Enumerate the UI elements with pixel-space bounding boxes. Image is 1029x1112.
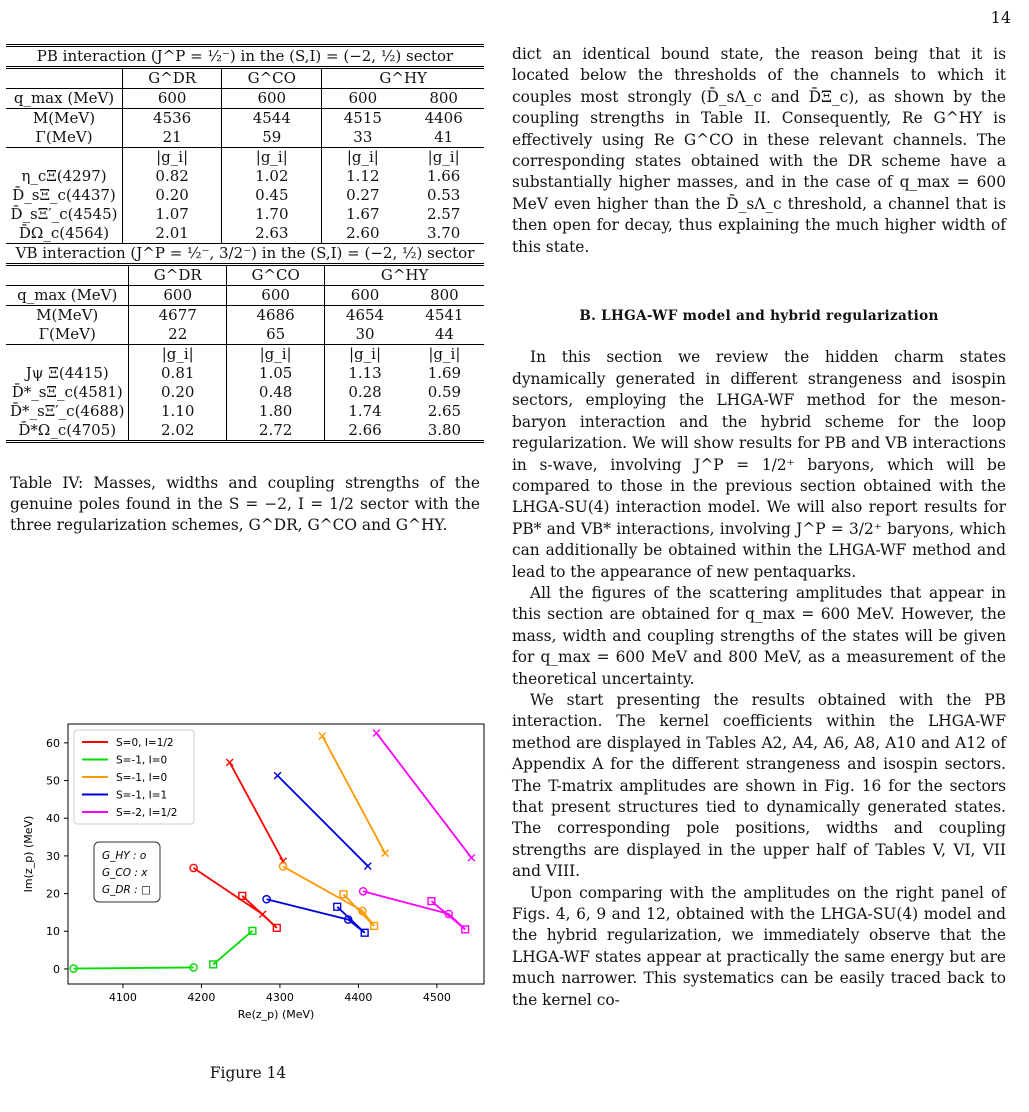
channel-name: η_cΞ(4297) [6, 167, 123, 186]
y-tick-label: 20 [46, 887, 60, 901]
section-heading: B. LHGA-WF model and hybrid regularization [579, 308, 939, 325]
g-label: |g_i| [346, 148, 379, 166]
mass-value: 4515 [343, 109, 382, 127]
channel-name: D̄*_sΞ_c(4581) [6, 383, 129, 402]
mass-label: M(MeV) [6, 306, 129, 326]
coupling-value: 2.01 [123, 224, 222, 243]
width-value: 59 [222, 128, 322, 148]
channel-name: D̄_sΞ′_c(4545) [6, 205, 123, 224]
table-section [6, 44, 484, 536]
blank-cell [6, 345, 129, 365]
x-tick-label: 4300 [265, 991, 294, 1004]
width-value: 30 [355, 325, 375, 343]
header-blank [6, 68, 123, 89]
legend-label: S=0, I=1/2 [116, 737, 174, 749]
pb-table-title: PB interaction (J^P = ½⁻) in the (S,I) = (−2, ½) sector [6, 46, 484, 68]
coupling-value: 1.74 [348, 402, 382, 420]
series-line [322, 736, 385, 853]
mass-label: M(MeV) [6, 109, 123, 129]
figure-caption: Figure 14 [209, 1064, 287, 1082]
co-marker [382, 850, 389, 857]
y-tick-label: 40 [46, 812, 60, 826]
blank-cell [6, 148, 123, 168]
mass-value: 4677 [129, 306, 227, 326]
coupling-value: 2.57 [426, 205, 461, 223]
coupling-value: 2.65 [427, 402, 462, 420]
vb-table [6, 243, 484, 443]
legend-label: S=-1, I=0 [116, 772, 168, 784]
qmax-value: 600 [129, 286, 227, 306]
mass-value: 4654 [345, 306, 385, 324]
x-tick-label: 4500 [422, 991, 451, 1004]
qmax-value: 600 [348, 89, 378, 107]
width-value: 21 [123, 128, 222, 148]
figure-14 [6, 716, 490, 1082]
y-tick-label: 50 [46, 774, 60, 788]
qmax-value: 600 [350, 286, 380, 304]
qmax-value: 800 [429, 89, 458, 107]
coupling-value: 1.69 [427, 364, 462, 382]
pole-chart [6, 716, 490, 1026]
mass-value: 4541 [425, 306, 464, 324]
header-ghy: G^HY [379, 69, 427, 87]
series-line [278, 776, 368, 866]
co-marker [468, 854, 475, 861]
coupling-value: 1.80 [226, 402, 324, 421]
coupling-value: 3.70 [426, 224, 461, 242]
co-marker [259, 911, 266, 918]
channel-name: D̄Ω_c(4564) [6, 224, 123, 243]
header-blank [6, 265, 129, 286]
qmax-label: q_max (MeV) [6, 286, 129, 306]
header-gdr: G^DR [123, 68, 222, 89]
coupling-value: 1.67 [346, 205, 380, 223]
pb-table [6, 44, 484, 243]
page-number: 14 [990, 8, 1011, 27]
qmax-value: 600 [123, 89, 222, 109]
channel-name: D̄*_sΞ′_c(4688) [6, 402, 129, 421]
hy-marker [190, 864, 197, 871]
coupling-value: 0.82 [123, 167, 222, 186]
width-value: 22 [129, 325, 227, 345]
series-line [194, 868, 277, 928]
co-marker [274, 772, 281, 779]
co-marker [364, 863, 371, 870]
header-gco: G^CO [222, 68, 322, 89]
g-label: |g_i| [129, 345, 227, 365]
mass-value: 4406 [424, 109, 463, 127]
coupling-value: 1.66 [426, 167, 461, 185]
coupling-value: 0.59 [427, 383, 462, 401]
legend-label: S=-1, I=0 [116, 754, 168, 767]
width-value: 65 [226, 325, 324, 345]
paragraph: In this section we review the hidden charm states dynamically generated in different strangeness and isospin sectors, employing the LHGA-WF method for the meson-baryon interaction and the hybrid scheme for the loop regularization. We will show results for PB and VB interactions in s-wave, involving J^P = 1/2⁺ baryons, which will be compared to those in the previous section obtained with the LHGA-SU(4) interaction model. We will also report results for PB* and VB* interactions, involving J^P = 3/2⁺ baryons, which can additionally be obtained within the LHGA-WF method and lead to the appearance of new pentaquarks. [512, 348, 1006, 581]
y-tick-label: 0 [53, 962, 60, 976]
series-line [431, 901, 465, 929]
coupling-value: 1.02 [222, 167, 322, 186]
mass-value: 4536 [123, 109, 222, 129]
qmax-label: q_max (MeV) [6, 89, 123, 109]
y-tick-label: 30 [46, 849, 60, 863]
x-tick-label: 4200 [187, 991, 216, 1004]
coupling-value: 0.81 [129, 364, 227, 383]
series-line [376, 733, 471, 858]
channel-name: Jψ Ξ(4415) [6, 364, 129, 383]
g-label: |g_i| [123, 148, 222, 168]
width-value: 44 [434, 325, 454, 343]
paragraph: All the figures of the scattering amplitudes that appear in this section are obtained for q_max = 600 MeV. However, the mass, width and coupling strengths of the states will be given for q_max = 600 MeV and 800 MeV, as a measurement of the theoretical uncertainty. [512, 583, 1006, 688]
g-label: |g_i| [428, 345, 461, 363]
channel-name: D̄*Ω_c(4705) [6, 421, 129, 442]
mass-value: 4686 [226, 306, 324, 326]
coupling-value: 0.27 [346, 186, 380, 204]
y-tick-label: 10 [46, 925, 60, 939]
channel-name: D̄_sΞ_c(4437) [6, 186, 123, 205]
legend-label: S=-2, I=1/2 [116, 807, 178, 819]
g-label: |g_i| [226, 345, 324, 365]
series-line [73, 967, 193, 968]
coupling-value: 1.12 [346, 167, 380, 185]
coupling-value: 0.45 [222, 186, 322, 205]
header-gdr: G^DR [129, 265, 227, 286]
coupling-value: 0.48 [226, 383, 324, 402]
y-tick-label: 60 [46, 736, 60, 750]
coupling-value: 0.53 [426, 186, 461, 204]
paragraph: Upon comparing with the amplitudes on the right panel of Figs. 4, 6, 9 and 12, obtained with the LHGA-SU(4) model and the hybrid regularization, we immediately observe that the LHGA-WF states appear at practically the same energy but are much narrower. This systematics can be easily traced back to the kernel co- [512, 883, 1006, 1009]
qmax-value: 600 [226, 286, 324, 306]
coupling-value: 0.20 [123, 186, 222, 205]
width-value: 41 [434, 128, 454, 146]
g-label: |g_i| [222, 148, 322, 168]
co-marker [373, 730, 380, 737]
g-label: |g_i| [427, 148, 460, 166]
width-label: Γ(MeV) [6, 128, 123, 148]
y-axis-label: Im(z_p) (MeV) [22, 815, 35, 893]
co-marker [226, 759, 233, 766]
coupling-value: 1.13 [348, 364, 382, 382]
coupling-value: 2.63 [222, 224, 322, 243]
header-ghy: G^HY [380, 266, 429, 284]
co-marker [319, 733, 326, 740]
coupling-value: 1.05 [226, 364, 324, 383]
mass-value: 4544 [222, 109, 322, 129]
coupling-value: 2.72 [226, 421, 324, 442]
series-line [283, 866, 374, 926]
coupling-value: 1.70 [222, 205, 322, 224]
width-value: 33 [353, 128, 373, 146]
g-label: |g_i| [349, 345, 382, 363]
vb-table-title: VB interaction (J^P = ½⁻, 3/2⁻) in the (S,I) = (−2, ½) sector [6, 244, 484, 265]
marker-legend-label: G_HY : o [102, 850, 147, 862]
paragraph: We start presenting the results obtained with the PB interaction. The kernel coefficients within the LHGA-WF method are displayed in Tables A2, A4, A6, A8, A10 and A12 of Appendix A for the different strangeness and isospin sectors. The T-matrix amplitudes are shown in Fig. 16 for the sectors that present structures tied to dynamically generated states. The corresponding pole positions, widths and coupling strengths are displayed in the upper half of Tables V, VI, VII and VIII. [512, 690, 1006, 881]
coupling-value: 3.80 [427, 421, 462, 439]
coupling-value: 2.02 [129, 421, 227, 442]
x-tick-label: 4400 [344, 991, 373, 1004]
coupling-value: 2.60 [346, 224, 380, 242]
marker-legend-label: G_CO : x [102, 867, 148, 879]
header-gco: G^CO [226, 265, 324, 286]
table-caption: Table IV: Masses, widths and coupling strengths of the genuine poles found in the S = −2, I = 1/2 sector with the three regularization schemes, G^DR, G^CO and G^HY. [10, 474, 480, 534]
coupling-value: 0.28 [348, 383, 382, 401]
series-line [213, 931, 252, 965]
x-axis-label: Re(z_p) (MeV) [237, 1008, 315, 1021]
width-label: Γ(MeV) [6, 325, 129, 345]
coupling-value: 0.20 [129, 383, 227, 402]
coupling-value: 1.10 [129, 402, 227, 421]
paragraph: dict an identical bound state, the reason being that it is located below the thresholds of the channels to which it couples most strongly (D̄_sΛ_c and D̄Ξ_c), as shown by the coupling strengths in Table II. Consequently, Re G^HY is effectively using Re G^CO in these relevant channels. The corresponding states obtained with the DR scheme have a substantially higher masses, and in the case of q_max = 600 MeV even higher than the D̄_sΛ_c threshold, a channel that is then open for decay, thus explaining the much higher width of this state. [512, 45, 1006, 256]
marker-legend-label: G_DR : □ [102, 884, 151, 896]
x-tick-label: 4100 [108, 991, 137, 1004]
qmax-value: 800 [430, 286, 459, 304]
legend-label: S=-1, I=1 [116, 789, 168, 802]
coupling-value: 1.07 [123, 205, 222, 224]
qmax-value: 600 [222, 89, 322, 109]
coupling-value: 2.66 [348, 421, 382, 439]
text-column [512, 44, 1006, 1011]
